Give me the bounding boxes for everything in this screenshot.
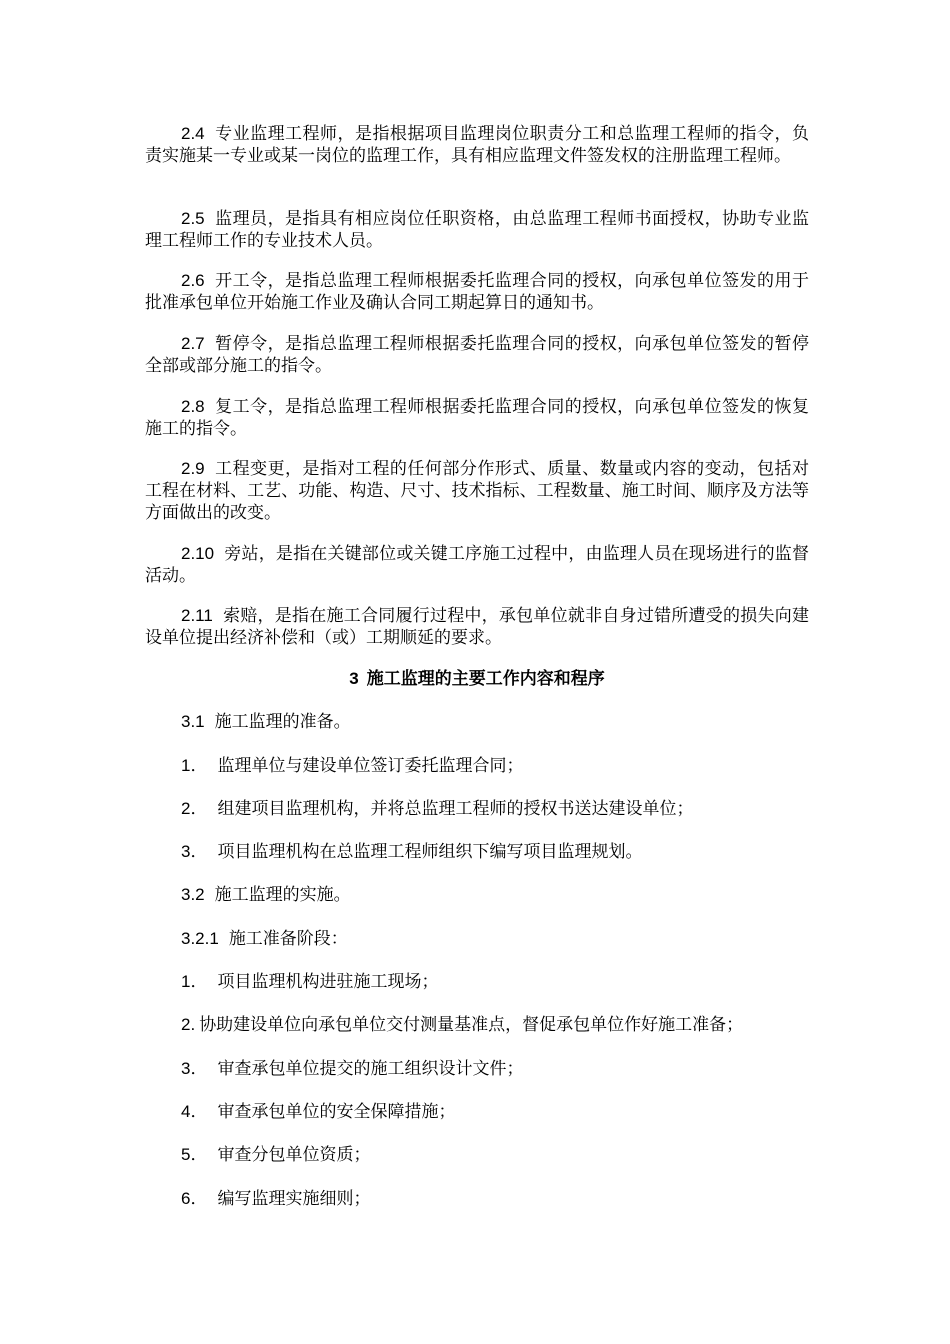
item-number: 3． <box>181 1059 208 1078</box>
definition-2-9 <box>145 458 809 524</box>
item-3-2-1-2 <box>181 1014 821 1036</box>
item-3-1-3 <box>181 841 821 863</box>
item-number: 3.1 <box>181 712 205 731</box>
section-title: 施工监理的主要工作内容和程序 <box>366 669 605 689</box>
definition-2-6 <box>145 270 809 314</box>
clause-number: 2.6 <box>181 271 205 290</box>
item-3-2-1-3 <box>181 1058 821 1080</box>
clause-number: 2.5 <box>181 209 205 228</box>
item-number: 4． <box>181 1102 208 1121</box>
item-number: 3.2 <box>181 885 205 904</box>
clause-number: 2.10 <box>181 544 215 563</box>
item-number: 5． <box>181 1145 208 1164</box>
item-3-2 <box>181 884 821 906</box>
clause-text: 工程变更，是指对工程的任何部分作形式、质量、数量或内容的变动，包括对工程在材料、工艺、功能、构造、尺寸、技术指标、工程数量、施工时间、顺序及方法等方面做出的改变。 <box>145 459 809 523</box>
section-number: 3 <box>349 669 359 688</box>
item-number: 3． <box>181 842 208 861</box>
item-number: 3.2.1 <box>181 929 219 948</box>
item-number: 1． <box>181 756 208 775</box>
definition-2-7 <box>145 333 809 377</box>
item-3-2-1-6 <box>181 1188 821 1210</box>
item-text: 编写监理实施细则； <box>217 1189 371 1209</box>
clause-text: 复工令，是指总监理工程师根据委托监理合同的授权，向承包单位签发的恢复施工的指令。 <box>145 397 809 439</box>
item-text: 项目监理机构进驻施工现场； <box>217 972 439 992</box>
definition-2-11 <box>145 605 809 649</box>
definition-2-10 <box>145 543 809 587</box>
clause-text: 监理员，是指具有相应岗位任职资格，由总监理工程师书面授权，协助专业监理工程师工作的专业技术人员。 <box>145 209 809 251</box>
item-text: 审查承包单位的安全保障措施； <box>217 1102 456 1122</box>
definition-2-5 <box>145 208 809 252</box>
item-text: 施工监理的准备。 <box>214 712 351 732</box>
item-text: 审查分包单位资质； <box>217 1145 371 1165</box>
clause-number: 2.8 <box>181 397 205 416</box>
item-text: 项目监理机构在总监理工程师组织下编写项目监理规划。 <box>217 842 643 862</box>
clause-number: 2.11 <box>181 606 213 625</box>
clause-text: 开工令，是指总监理工程师根据委托监理合同的授权，向承包单位签发的用于批准承包单位开始施工作业及确认合同工期起算日的通知书。 <box>145 271 809 313</box>
item-3-2-1-5 <box>181 1144 821 1166</box>
item-text: 施工监理的实施。 <box>214 885 351 905</box>
item-3-1 <box>181 711 821 733</box>
item-3-2-1-4 <box>181 1101 821 1123</box>
definition-2-4 <box>145 123 809 167</box>
item-3-2-1-1 <box>181 971 821 993</box>
item-number: 2. <box>181 1015 196 1034</box>
item-text: 监理单位与建设单位签订委托监理合同； <box>217 756 524 776</box>
item-text: 组建项目监理机构，并将总监理工程师的授权书送达建设单位； <box>217 799 694 819</box>
section-heading <box>145 668 809 690</box>
item-3-1-1 <box>181 755 821 777</box>
item-3-2-1 <box>181 928 821 950</box>
item-text: 施工准备阶段： <box>228 929 348 949</box>
item-3-1-2 <box>181 798 821 820</box>
clause-number: 2.9 <box>181 459 205 478</box>
clause-number: 2.4 <box>181 124 205 143</box>
item-number: 2． <box>181 799 208 818</box>
item-number: 6． <box>181 1189 208 1208</box>
clause-text: 索赔，是指在施工合同履行过程中，承包单位就非自身过错所遭受的损失向建设单位提出经济补偿和（或）工期顺延的要求。 <box>145 606 809 648</box>
item-text: 审查承包单位提交的施工组织设计文件； <box>217 1059 524 1079</box>
clause-text: 专业监理工程师，是指根据项目监理岗位职责分工和总监理工程师的指令，负责实施某一专业或某一岗位的监理工作，具有相应监理文件签发权的注册监理工程师。 <box>145 124 809 166</box>
clause-number: 2.7 <box>181 334 205 353</box>
item-text: 协助建设单位向承包单位交付测量基准点，督促承包单位作好施工准备； <box>199 1015 744 1035</box>
item-number: 1． <box>181 972 208 991</box>
clause-text: 暂停令，是指总监理工程师根据委托监理合同的授权，向承包单位签发的暂停全部或部分施工的指令。 <box>145 334 809 376</box>
definition-2-8 <box>145 396 809 440</box>
clause-text: 旁站，是指在关键部位或关键工序施工过程中，由监理人员在现场进行的监督活动。 <box>145 544 809 586</box>
